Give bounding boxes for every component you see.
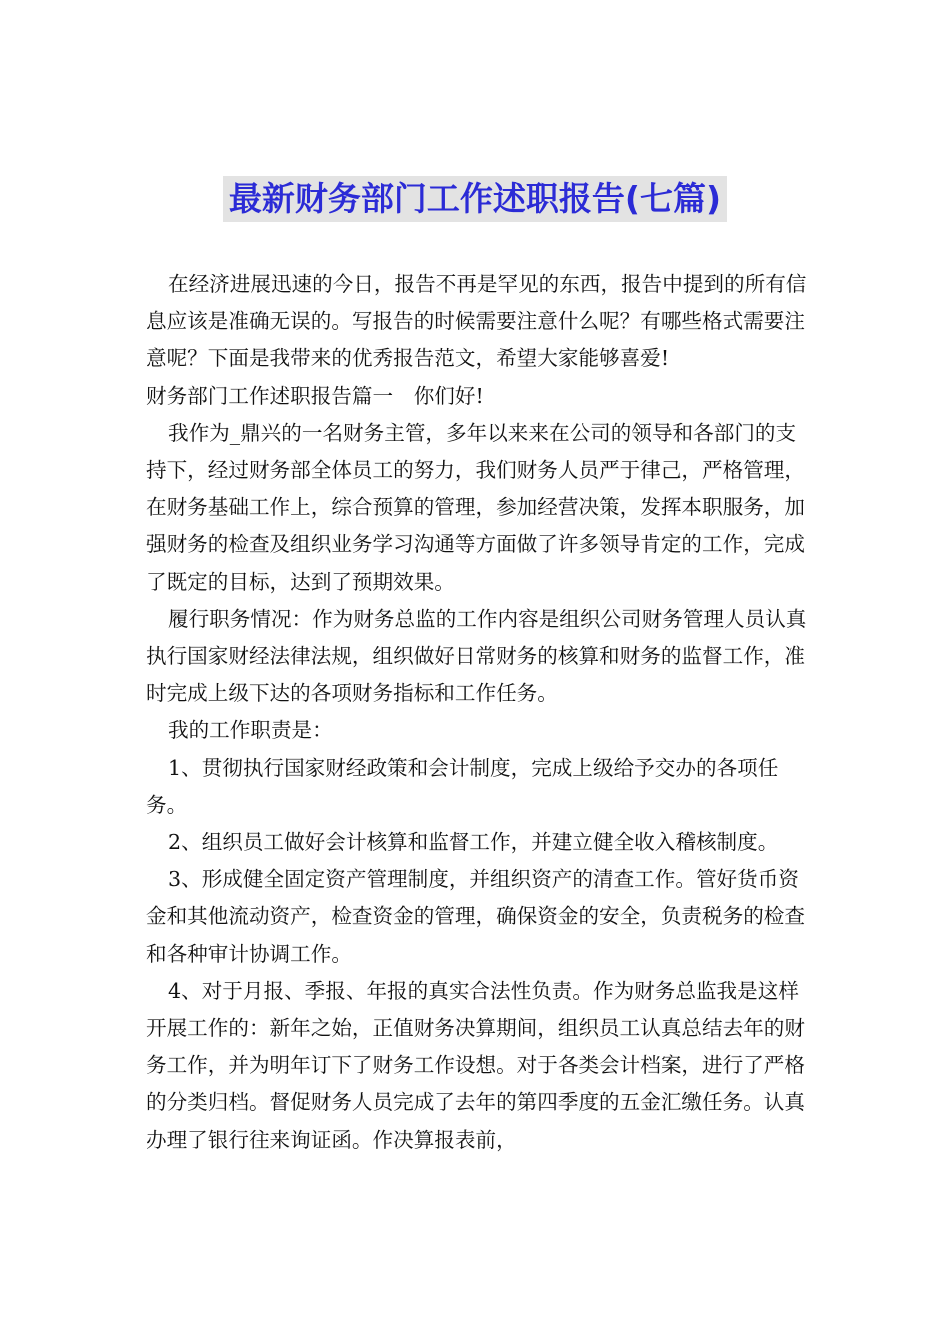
list-item: 2、组织员工做好会计核算和监督工作，并建立健全收入稽核制度。 [168,830,779,855]
list-item: 4、对于月报、季报、年报的真实合法性负责。作为财务总监我是这样开展工作的：新年之始，正值财务决算期间，组织员工认真总结去年的财务工作，并为明年订下了财务工作设想。对于各类会计档案，进行了严格的分类归档。督促财务人员完成了去年的第四季度的五金汇缴任务。认真办理了银行往来询证函。作决算报表前， [146,978,805,1152]
section-heading: 财务部门工作述职报告篇一 你们好! [146,383,484,408]
intro-paragraph: 在经济进展迅速的今日，报告不再是罕见的东西，报告中提到的所有信息应该是准确无误的。写报告的时候需要注意什么呢？有哪些格式需要注意呢？下面是我带来的优秀报告范文，希望大家能够喜爱! [146,272,807,371]
document-body [146,266,812,1159]
body-paragraph: 我的工作职责是： [168,718,333,743]
body-paragraph: 我作为_鼎兴的一名财务主管，多年以来来在公司的领导和各部门的支持下，经过财务部全体员工的努力，我们财务人员严于律己，严格管理，在财务基础工作上，综合预算的管理，参加经营决策，发挥本职服务，加强财务的检查及组织业务学习沟通等方面做了许多领导肯定的工作，完成了既定的目标，达到了预期效果。 [146,420,805,594]
document-title [0,176,950,222]
body-paragraph: 履行职务情况：作为财务总监的工作内容是组织公司财务管理人员认真执行国家财经法律法规，组织做好日常财务的核算和财务的监督工作，准时完成上级下达的各项财务指标和工作任务。 [146,606,807,706]
title-text: 最新财务部门工作述职报告(七篇) [223,176,727,222]
list-item: 3、形成健全固定资产管理制度，并组织资产的清查工作。管好货币资金和其他流动资产，检查资金的管理，确保资金的安全，负责税务的检查和各种审计协调工作。 [146,867,805,966]
list-item: 1、贯彻执行国家财经政策和会计制度，完成上级给予交办的各项任务。 [146,755,779,817]
